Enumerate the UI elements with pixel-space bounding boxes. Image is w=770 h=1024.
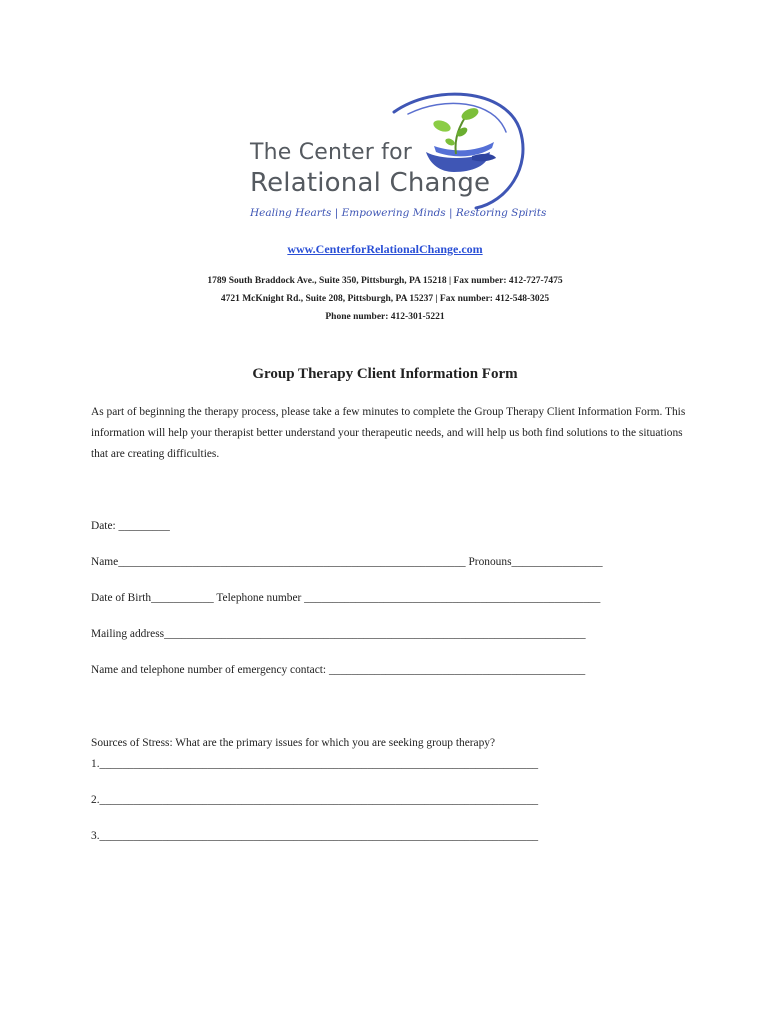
form-title: Group Therapy Client Information Form	[252, 366, 518, 382]
name-pronouns-field: Name_____________________________________________________________ Pronouns________________	[91, 556, 603, 568]
stress-answer-1: 1._____________________________________________________________________________	[91, 758, 539, 770]
date-field: Date: _________	[91, 520, 170, 532]
mailing-address-field: Mailing address__________________________________________________________________________	[91, 628, 586, 640]
intro-paragraph: As part of beginning the therapy process, please take a few minutes to complete the Group Therapy Client Information Form. This information will help your therapist better understand your therapeutic needs, and will help us both find solutions to the situations that are creating difficulties.	[91, 406, 686, 460]
website-link[interactable]: www.CenterforRelationalChange.com	[287, 242, 483, 256]
stress-answer-2: 2._____________________________________________________________________________	[91, 794, 539, 806]
address-line-2: 4721 McKnight Rd., Suite 208, Pittsburgh, PA 15237 | Fax number: 412-548-3025	[220, 294, 550, 304]
stress-answer-3: 3._____________________________________________________________________________	[91, 830, 539, 842]
phone-line: Phone number: 412-301-5221	[325, 312, 445, 322]
logo-text-line2: Relational Change	[250, 168, 491, 198]
dob-phone-field: Date of Birth___________ Telephone number ____________________________________________________	[91, 592, 601, 604]
address-line-1: 1789 South Braddock Ave., Suite 350, Pittsburgh, PA 15218 | Fax number: 412-727-7475	[207, 276, 563, 286]
emergency-contact-field: Name and telephone number of emergency contact: _____________________________________________	[91, 664, 586, 676]
logo-text-line1: The Center for	[250, 140, 412, 165]
stress-question: Sources of Stress: What are the primary issues for which you are seeking group therapy?	[91, 737, 496, 749]
logo-tagline: Healing Hearts | Empowering Minds | Restoring Spirits	[250, 207, 547, 219]
center-logo	[244, 90, 547, 225]
